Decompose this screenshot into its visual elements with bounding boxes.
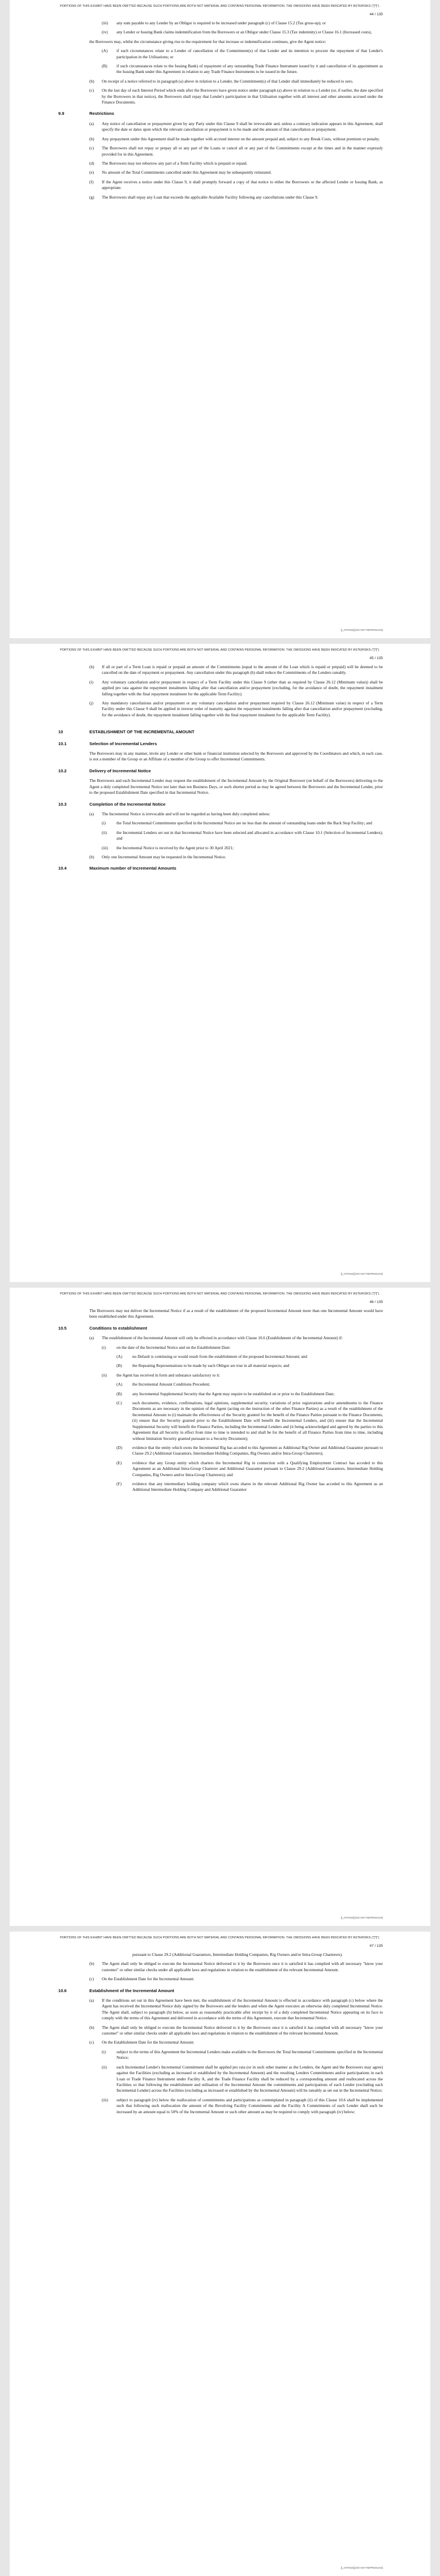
- clause-item: [58, 664, 383, 676]
- item-text: On the Establishment Date for the Incremental Amount:: [102, 1976, 195, 1982]
- clause-item: [58, 2025, 383, 2037]
- item-text: The Borrowers shall repay any Loan that exceeds the applicable Available Facility following any cancellations under this Clause 9.: [102, 194, 318, 200]
- item-text: On receipt of a notice referred to in paragraph (a) above in relation to a Lender, the Commitment(s) of that Lender shall immediately be reduced to zero.: [102, 78, 353, 84]
- clause-item: [58, 1998, 383, 2022]
- paragraph: The Borrowers and each Incremental Lender may request the establishment of the Incremental Amount by the Original Borrower (on behalf of the Borrowers) delivering to the Agent a duly completed Incremental Notice not later than ten Business Days, or such shorter period as may be agreed between the Borrowers and the Incremental Lender, prior to the proposed Establishment Date specified in that Incremental Notice.: [89, 778, 383, 795]
- item-label: (a): [89, 1998, 94, 2003]
- item-label: (B): [117, 1391, 122, 1396]
- item-text: any sum payable to any Lender by an Obligor is required to be increased under paragraph (c) of Clause 15.2 (Tax gross-up); or: [117, 20, 326, 25]
- item-label: (ii): [102, 1372, 107, 1378]
- item-text: the Total Incremental Commitments specified in the Incremental Notice are no less than the amount of outstanding loans under the Back Stop Facility; and: [117, 820, 372, 826]
- section-heading: [58, 111, 383, 117]
- clause-item: [58, 700, 383, 718]
- clause-item: [58, 820, 383, 826]
- section-heading: [58, 741, 383, 747]
- item-label: (E): [117, 1460, 122, 1465]
- item-text: No amount of the Total Commitments cancelled under this Agreement may be subsequently reinstated.: [102, 170, 272, 175]
- section-title: Delivery of Incremental Notice: [89, 768, 151, 773]
- section-number: 9.9: [58, 111, 64, 117]
- section-number: 10.1: [58, 741, 67, 746]
- item-text: Any notice of cancellation or prepayment given by any Party under this Clause 9 shall be irrevocable and, unless a contrary indication appears in this Agreement, shall specify the date or dates upon which the relevant cancellation or prepayment is to be made and the amount of that cancellation or prepayment.: [102, 121, 383, 132]
- page-47: [10, 1932, 430, 2576]
- clause-item: [58, 1335, 383, 1341]
- section-title: ESTABLISHMENT OF THE INCREMENTAL AMOUNT: [89, 729, 195, 735]
- paragraph: The Borrowers may not deliver the Incremental Notice if as a result of the establishment of the proposed Incremental Amount more than one Incremental Amount would have been established under this Agreement.: [89, 1308, 383, 1319]
- item-label: (B): [117, 1363, 122, 1369]
- clause-item: [58, 121, 383, 133]
- item-text: Only one Incremental Amount may be requested in the Incremental Notice.: [102, 854, 226, 859]
- clause-item: [58, 1382, 383, 1387]
- item-label: (h): [89, 664, 94, 669]
- item-text: the Incremental Lenders set out in that Incremental Notice have been selected and allocated in accordance with Clause 10.1 (Selection of Incremental Lenders); and: [117, 829, 383, 841]
- clause-item: [58, 63, 383, 75]
- paragraph: The Borrowers may in any manner, invite any Lender or other bank or financial institution selected by the Borrowers and approved by the Coordinators and which, in each case, is not a member of the Group or an Affiliate of a member of the Group to offer Incremental Commitments.: [89, 751, 383, 762]
- item-text: the Incremental Notice is received by the Agent prior to 30 April 2021;: [117, 845, 234, 850]
- document-footer: [[_2707916]] [DO NOT REPRODUCE]: [340, 2566, 383, 2569]
- item-label: (b): [89, 2024, 94, 2030]
- clause-item: [58, 680, 383, 697]
- item-text: any Lender or Issuing Bank claims indemnification from the Borrowers or an Obligor under Clause 15.3 (Tax indemnity) or Clause 16.1 (Increased costs),: [117, 29, 372, 35]
- item-text: The Agent shall only be obliged to execute the Incremental Notice delivered to it by the Borrowers once it is satisfied it has complied with all necessary "know your customer" or other similar checks under all applicable laws and regulations in relation to the establishment of the relevant Incremental Amount.: [102, 2024, 383, 2036]
- item-label: (ii): [102, 829, 107, 835]
- item-label: (F): [117, 1481, 122, 1486]
- confidentiality-header: PORTIONS OF THIS EXHIBIT HAVE BEEN OMITTED BECAUSE SUCH PORTIONS ARE BOTH NOT MATERIAL AND CONTAINS PERSONAL INFORMATION. THE OMISSIONS HAVE BEEN INDICATED BY ASTERISKS ("[*]").: [60, 5, 380, 8]
- item-label: (b): [89, 78, 94, 84]
- item-text: on the date of the Incremental Notice and on the Establishment Date:: [117, 1344, 231, 1350]
- paragraph: the Borrowers may, whilst the circumstance giving rise to the requirement for that increase or indemnification continues, give the Agent notice:: [89, 38, 326, 44]
- item-label: (iv): [102, 29, 108, 35]
- item-text: evidence that any intermediary holding company which owns shares in the relevant Additional Rig Owner has acceded to this Agreement as an Additional Intermediate Holding Company and Additional Guarantor: [132, 1481, 383, 1493]
- item-label: (j): [89, 700, 93, 706]
- clause-item: [58, 1445, 383, 1457]
- item-label: (C): [117, 1400, 122, 1406]
- item-text: On the Establishment Date for the Incremental Amount:: [102, 2040, 195, 2045]
- clause-item: [58, 1354, 383, 1360]
- section-number: 10.6: [58, 1988, 67, 1993]
- clause-item: [58, 2049, 383, 2061]
- document-footer: [[_2707916]] [DO NOT REPRODUCE]: [340, 629, 383, 631]
- section-title: Establishment of the Incremental Amount: [89, 1988, 174, 1993]
- document-footer: [[_2707916]] [DO NOT REPRODUCE]: [340, 1272, 383, 1275]
- item-label: (i): [102, 2049, 106, 2054]
- section-title: Conditions to establishment: [89, 1325, 148, 1331]
- confidentiality-header: PORTIONS OF THIS EXHIBIT HAVE BEEN OMITTED BECAUSE SUCH PORTIONS ARE BOTH NOT MATERIAL AND CONTAINS PERSONAL INFORMATION. THE OMISSIONS HAVE BEEN INDICATED BY ASTERISKS ("[*]").: [60, 1292, 380, 1296]
- item-text: The Agent shall only be obliged to execute the Incremental Notice delivered to it by the Borrowers once it is satisfied it has complied with all necessary "know your customer" or other similar checks under all applicable laws and regulations in relation to the establishment of the relevant Incremental Amount.: [102, 1961, 383, 1972]
- item-label: (c): [89, 1976, 94, 1982]
- item-text: pursuant to Clause 29.2 (Additional Guarantors, Intermediate Holding Companies, Rig Owners and/or Intra-Group Charterers).: [132, 1952, 343, 1957]
- clause-item: [58, 161, 383, 166]
- clause-item: [58, 1976, 383, 1982]
- section-title: Selection of Incremental Lenders: [89, 741, 157, 746]
- item-text: the Agent has received in form and substance satisfactory to it:: [117, 1372, 221, 1378]
- item-label: (d): [89, 160, 94, 166]
- item-text: The establishment of the Incremental Amount will only be effected in accordance with Clause 10.6 (Establishment of the Incremental Amount) if:: [102, 1335, 343, 1341]
- item-label: (c): [89, 145, 94, 151]
- clause-item: [58, 2065, 383, 2094]
- item-text: the Incremental Amount Conditions Precedent;: [132, 1382, 210, 1387]
- page-number: 45 / 135: [369, 656, 383, 660]
- clause-item: [58, 1400, 383, 1442]
- item-label: (b): [89, 136, 94, 141]
- section-number: 10: [58, 729, 63, 735]
- confidentiality-header: PORTIONS OF THIS EXHIBIT HAVE BEEN OMITTED BECAUSE SUCH PORTIONS ARE BOTH NOT MATERIAL AND CONTAINS PERSONAL INFORMATION. THE OMISSIONS HAVE BEEN INDICATED BY ASTERISKS ("[*]").: [60, 1936, 380, 1939]
- item-label: (A): [117, 1354, 123, 1360]
- section-number: 10.3: [58, 801, 67, 807]
- item-text: Any prepayment under this Agreement shall be made together with accrued interest on the amount prepaid and, subject to any Break Costs, without premium or penalty.: [102, 136, 380, 141]
- item-text: subject to the terms of this Agreement the Incremental Lenders make available to the Borrowers the Total Incremental Commitments specified in the Incremental Notice;: [117, 2049, 383, 2061]
- item-text: Any mandatory cancellations and/or prepayment or any voluntary cancellation and/or prepayment required by Clause 26.12 (Minimum value) in respect of a Term Facility under this Clause 9 shall be applied in inverse order of maturity against the repayment instalments falling after that cancellation and/or prepayment (excluding, for the avoidance of doubt, the repayment instalment falling together with the final repayment instalment for the applicable Term Facility).: [102, 700, 383, 717]
- item-text: If the conditions set out in this Agreement have been met, the establishment of the Incremental Amount is effected in accordance with paragraph (c) below where the Agent has received the Incremental Notice duly signed by the Borrowers and the lenders and when the Agent executes an otherwise duly completed Incremental Notice. The Agent shall, subject to paragraph (b) below, as soon as reasonably practicable after receipt by it of a duly completed Incremental Notice appearing on its face to comply with the terms of this Agreement and delivered in accordance with the terms of this Agreement, execute that Incremental Notice.: [102, 1998, 383, 2021]
- clause-item: [58, 1345, 383, 1351]
- item-label: (a): [89, 811, 94, 816]
- clause-item: [58, 845, 383, 851]
- clause-item: [58, 79, 383, 84]
- item-text: The Borrowers may not reborrow any part of a Term Facility which is prepaid or repaid.: [102, 160, 248, 166]
- item-label: (ii): [102, 2064, 107, 2070]
- clause-item: [58, 1481, 383, 1493]
- item-label: (a): [89, 121, 94, 126]
- item-label: (e): [89, 170, 94, 175]
- item-text: Any voluntary cancellation and/or prepayment in respect of a Term Facility under this Clause 9 (other than as required by Clause 26.12 (Minimum value)) shall be applied pro rata against the repayment instalments falling after that cancellation and/or prepayment (excluding, for the avoidance of doubt, the repayment instalment falling together with the final repayment instalment for the applicable Term Facility).: [102, 679, 383, 696]
- item-text: any Incremental Supplemental Security that the Agent may require to be established on or prior to the Establishment Date;: [132, 1391, 335, 1396]
- item-text: The Incremental Notice is irrevocable and will not be regarded as having been duly completed unless:: [102, 811, 270, 816]
- clause-item: [58, 179, 383, 191]
- item-text: if such circumstances relate to a Lender of cancellation of the Commitment(s) of that Lender and its intention to procure the repayment of that Lender's participation in the Utilisations; or: [117, 48, 383, 59]
- document-footer: [[_2707916]] [DO NOT REPRODUCE]: [340, 1916, 383, 1919]
- item-text: subject to paragraph (iv) below the reallocation of commitments and participations as contemplated in paragraph (ii) of this Clause 10.6 shall be implemented such that following such reallocation the amount of the Revolving Facility Commitments and the Facility A Commitments of each Lender shall each be increased by an amount equal to 50% of the Incremental Amount or such other amount as may be required to comply with paragraph (iv) below;: [117, 2097, 383, 2114]
- item-label: (i): [102, 820, 106, 826]
- item-text: If the Agent receives a notice under this Clause 9, it shall promptly forward a copy of that notice to either the Borrowers or the affected Lender or Issuing Bank, as appropriate.: [102, 179, 383, 191]
- clause-item: [58, 1373, 383, 1378]
- item-label: (iii): [102, 20, 108, 25]
- item-label: (A): [102, 48, 108, 54]
- item-label: (f): [89, 179, 94, 184]
- page-content: [58, 20, 383, 204]
- item-text: On the last day of each Interest Period which ends after the Borrowers have given notice under paragraph (a) above in relation to a Lender (or, if earlier, the date specified by the Borrowers in that notice), the Borrowers shall repay that Lender's participation in that Utilisation together with all interest and other amounts accrued under the Finance Documents.: [102, 88, 383, 105]
- item-label: (c): [89, 88, 94, 93]
- clause-item: [58, 20, 383, 26]
- page-44: [10, 0, 430, 638]
- item-text: no Default is continuing or would result from the establishment of the proposed Incremental Amount; and: [132, 1354, 308, 1360]
- clause-item: [58, 145, 383, 157]
- section-heading: [58, 802, 383, 807]
- page-number: 44 / 135: [369, 12, 383, 16]
- section-heading: [58, 1988, 383, 1994]
- item-label: (i): [89, 679, 93, 685]
- clause-item: [58, 854, 383, 860]
- item-label: (iii): [102, 845, 108, 850]
- clause-item: [58, 195, 383, 200]
- item-text: evidence that any Group entity which charters the Incremental Rig in connection with a Qualifying Employment Contract has acceded to this Agreement as an Additional Intra-Group Charterer and Additional Guarantor pursuant to Clause 29.2 (Additional Guarantors, Intermediate Holding Companies, Rig Owners and/or Intra-Group Charterers); and: [132, 1460, 383, 1477]
- clause-item: [58, 2097, 383, 2115]
- section-title: Completion of the Incremental Notice: [89, 801, 166, 807]
- clause-item: [58, 136, 383, 142]
- item-label: (B): [102, 63, 107, 69]
- section-title: Maximum number of Incremental Amounts: [89, 866, 176, 871]
- page-45: [10, 644, 430, 1282]
- item-label: (b): [89, 854, 94, 859]
- item-text: if such circumstances relate to the Issuing Bank) of repayment of any outstanding Trade Finance Instrument issued by it and cancellation of its appointment as the Issuing Bank under this Agreement in relation to any Trade Finance Instruments to be issued in the future.: [117, 63, 383, 75]
- clause-item: [58, 1363, 383, 1369]
- section-title: Restrictions: [89, 111, 114, 117]
- section-number: 10.2: [58, 768, 67, 773]
- section-heading: [58, 1326, 383, 1331]
- item-label: (D): [117, 1444, 123, 1450]
- clause-item: [58, 88, 383, 105]
- page-content: [58, 1952, 383, 2118]
- confidentiality-header: PORTIONS OF THIS EXHIBIT HAVE BEEN OMITTED BECAUSE SUCH PORTIONS ARE BOTH NOT MATERIAL AND CONTAINS PERSONAL INFORMATION. THE OMISSIONS HAVE BEEN INDICATED BY ASTERISKS ("[*]").: [60, 648, 380, 652]
- clause-item: [58, 170, 383, 175]
- clause-item: [58, 811, 383, 817]
- page-number: 46 / 135: [369, 1300, 383, 1304]
- clause-item: [58, 1460, 383, 1478]
- item-text: The Borrowers shall not repay or prepay all or any part of the Loans or cancel all or any part of the Commitments except at the times and in the manner expressly provided for in this Agreement.: [102, 145, 383, 157]
- item-text: evidence that the entity which owns the Incremental Rig has acceded to this Agreement as Additional Rig Owner and Additional Guarantor pursuant to Clause 29.2 (Additional Guarantors, Intermediate Holding Companies, Rig Owners and/or Intra-Group Charterers);: [132, 1444, 383, 1456]
- clause-item: [58, 2040, 383, 2045]
- clause-item: [58, 1391, 383, 1397]
- section-heading: [58, 768, 383, 774]
- item-label: (A): [117, 1382, 123, 1387]
- item-text: each Incremental Lender's Incremental Commitment shall be applied pro rata (or in such other manner as the Lenders, the Agent and the Borrowers may agree) against the Facilities (excluding as increased or established by the Incremental Amount) and the resulting Lenders Commitments and/or participations in each Loan or Trade Finance Instrument under Facility A, and the Trade Finance Facility shall be reduced by a corresponding amount and reallocated across the Facilities so that following the establishment and utilisation of the Incremental Amount the commitments and participations of each Lender (excluding each Incremental Lender) across the Facilities (excluding as increased or established by the Incremental Amount) will be rateably as set out in the Incremental Notice;: [117, 2064, 383, 2093]
- item-text: If all or part of a Term Loan is repaid or prepaid an amount of the Commitments (equal to the amount of the Loan which is repaid or prepaid) will be deemed to be cancelled on the date of repayment or prepayment. Any cancellation under this paragraph (h) shall reduce the Commitments of the Lenders rateably.: [102, 664, 383, 676]
- item-text: such documents, evidence, confirmations, legal opinions, supplemental security, variations of prior registrations and/or amendments to the Finance Documents as are necessary in the opinion of the Agent (acting on the instruction of the other Finance Parties) as a result of the establishment of the Incremental Amount to (i) maintain the effectiveness of the Security granted for the benefit of the Finance Parties pursuant to the Finance Documents, (ii) ensure that the Security granted prior to the Establishment Date will benefit the Incremental Lenders, and (iii) ensure that the Incremental Supplemental Security will benefit the Finance Parties, including the Incremental Lenders and (it being acknowledged and agreed by the parties to this Agreement that all Security in effect from time to time is intended to and shall be for the benefit of all Finance Parties from time to time, including without limitation Security granted pursuant to a Security Document);: [132, 1400, 383, 1441]
- clause-item: [58, 1952, 383, 1958]
- clause-item: [58, 29, 383, 35]
- section-heading: [58, 729, 383, 735]
- page-content: [58, 664, 383, 876]
- clause-item: [58, 48, 383, 60]
- page-46: [10, 1288, 430, 1926]
- page-number: 47 / 135: [369, 1944, 383, 1948]
- section-number: 10.4: [58, 866, 67, 871]
- item-label: (c): [89, 2040, 94, 2045]
- clause-item: [58, 830, 383, 842]
- clause-item: [58, 1961, 383, 1973]
- item-label: (iii): [102, 2097, 108, 2102]
- item-label: (b): [89, 1961, 94, 1967]
- item-label: (g): [89, 194, 94, 200]
- item-label: (a): [89, 1335, 94, 1341]
- item-text: the Repeating Representations to be made by each Obligor are true in all material respects; and: [132, 1363, 290, 1369]
- section-number: 10.5: [58, 1325, 67, 1331]
- section-heading: [58, 866, 383, 871]
- page-content: [58, 1308, 383, 1496]
- item-label: (i): [102, 1344, 106, 1350]
